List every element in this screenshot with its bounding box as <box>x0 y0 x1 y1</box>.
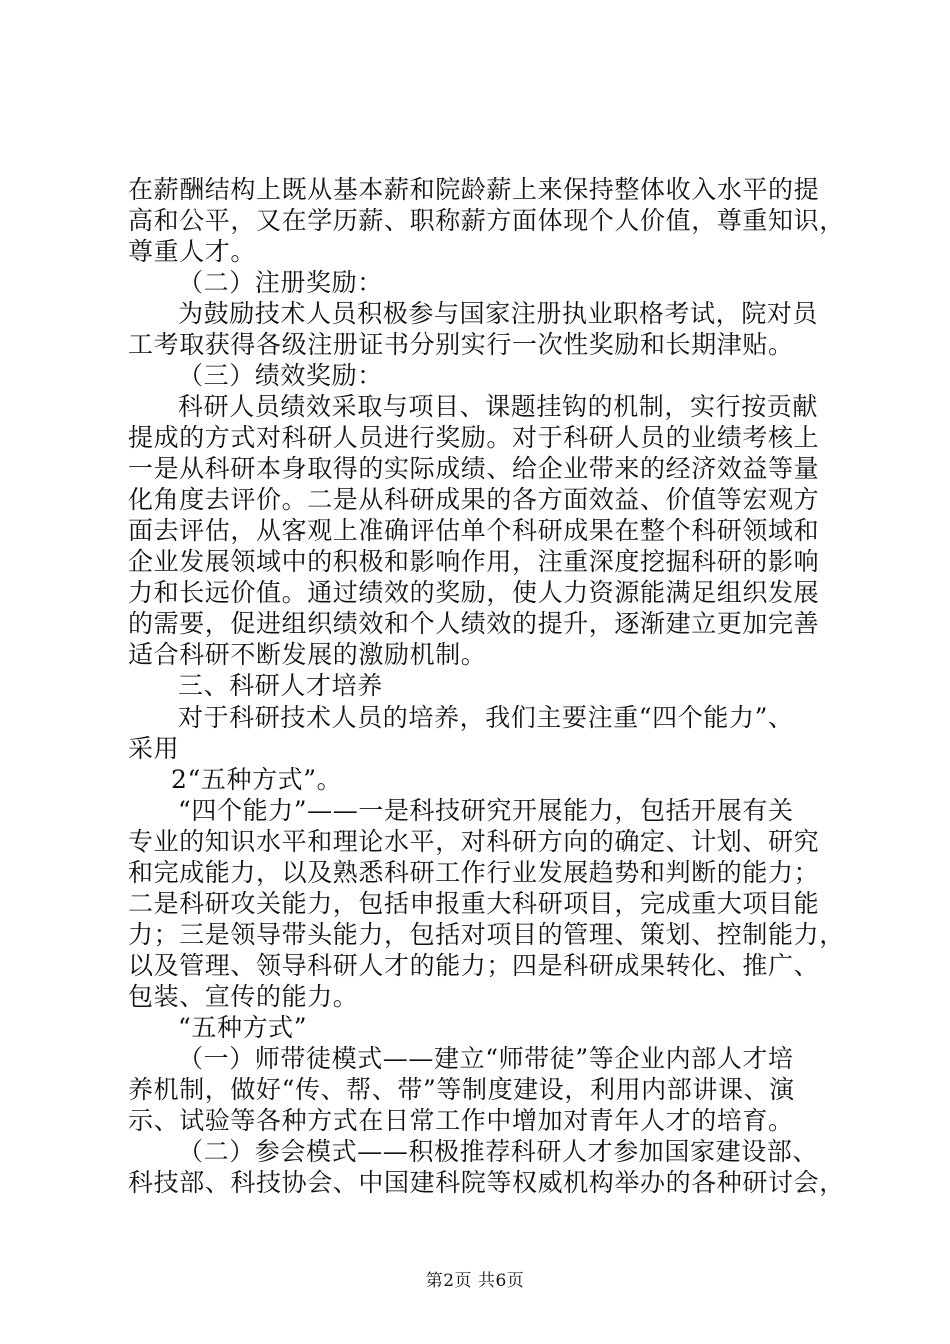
text-line: 企业发展领域中的积极和影响作用，注重深度挖掘科研的影响 <box>128 547 820 576</box>
text-line: 包装、宣传的能力。 <box>128 982 359 1011</box>
text-line: 工考取获得各级注册证书分别实行一次性奖励和长期津贴。 <box>128 330 794 359</box>
text-line: 面去评估，从客观上准确评估单个科研成果在整个科研领域和 <box>128 516 820 545</box>
text-line: （二）参会模式——积极推荐科研人才参加国家建设部、 <box>178 1137 819 1166</box>
page-footer: 第2页 共6页 <box>425 1271 525 1291</box>
section-heading: （三）绩效奖励： <box>178 361 383 390</box>
text-line: 示、试验等各种方式在日常工作中增加对青年人才的培育。 <box>128 1106 794 1135</box>
section-heading: 三、科研人才培养 <box>178 671 383 700</box>
text-line: 和完成能力，以及熟悉科研工作行业发展趋势和判断的能力； <box>128 858 820 887</box>
text-line: 提成的方式对科研人员进行奖励。对于科研人员的业绩考核上 <box>128 423 820 452</box>
text-line: 二是科研攻关能力，包括申报重大科研项目，完成重大项目能 <box>128 889 820 918</box>
text-line: 化角度去评价。二是从科研成果的各方面效益、价值等宏观方 <box>128 485 820 514</box>
text-line: 以及管理、领导科研人才的能力；四是科研成果转化、推广、 <box>128 951 820 980</box>
text-line: 科研人员绩效采取与项目、课题挂钩的机制，实行按贡献 <box>178 392 819 421</box>
text-line: 专业的知识水平和理论水平，对科研方向的确定、计划、研究 <box>128 827 820 856</box>
section-heading: “五种方式” <box>178 1013 308 1042</box>
text-line: 为鼓励技术人员积极参与国家注册执业职格考试，院对员 <box>178 299 819 328</box>
text-line: 力和长远价值。通过绩效的奖励，使人力资源能满足组织发展 <box>128 578 820 607</box>
text-line: 科技部、科技协会、中国建科院等权威机构举办的各种研讨会， <box>128 1168 845 1197</box>
text-line: （一）师带徒模式——建立“师带徒”等企业内部人才培 <box>178 1044 794 1073</box>
text-line: 的需要，促进组织绩效和个人绩效的提升，逐渐建立更加完善 <box>128 609 820 638</box>
text-line: 尊重人才。 <box>128 237 257 266</box>
text-line: 一是从科研本身取得的实际成绩、给企业带来的经济效益等量 <box>128 454 820 483</box>
section-heading: （二）注册奖励： <box>178 268 383 297</box>
text-line: 采用 <box>128 734 180 763</box>
text-line: “四个能力”——一是科技研究开展能力，包括开展有关 <box>178 796 794 825</box>
text-line: 养机制，做好“传、帮、带”等制度建设，利用内部讲课、演 <box>128 1075 795 1104</box>
text-line: 2“五种方式”。 <box>171 765 343 794</box>
text-line: 高和公平，又在学历薪、职称薪方面体现个人价值，尊重知识， <box>128 206 845 235</box>
text-line: 力；三是领导带头能力，包括对项目的管理、策划、控制能力， <box>128 920 845 949</box>
text-line: 适合科研不断发展的激励机制。 <box>128 640 487 669</box>
text-line: 对于科研技术人员的培养，我们主要注重“四个能力”、 <box>178 703 794 732</box>
text-line: 在薪酬结构上既从基本薪和院龄薪上来保持整体收入水平的提 <box>128 175 820 204</box>
